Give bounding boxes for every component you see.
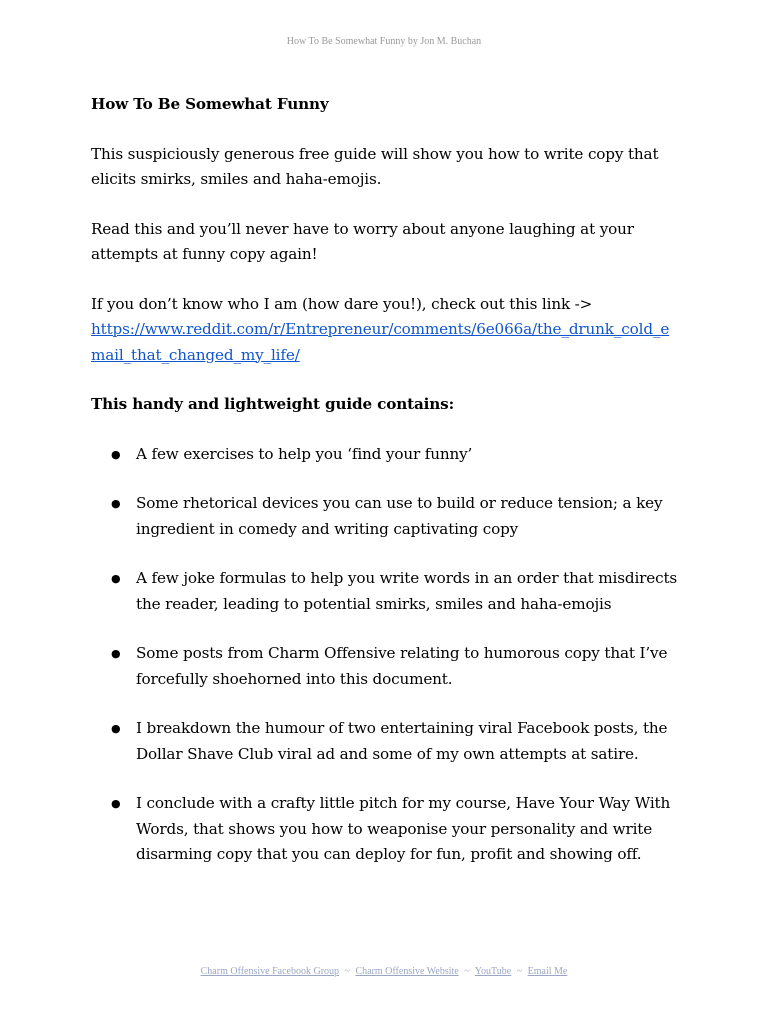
footer-separator: ~ <box>516 966 523 977</box>
list-item <box>91 791 681 868</box>
document-body <box>91 92 681 892</box>
contents-list <box>91 442 681 868</box>
contents-heading: This handy and lightweight guide contains: <box>91 395 455 413</box>
list-item <box>91 566 681 617</box>
page-footer <box>0 966 768 977</box>
youtube-link[interactable]: YouTube <box>474 966 512 977</box>
list-item <box>91 641 681 692</box>
facebook-group-link[interactable]: Charm Offensive Facebook Group <box>200 966 340 977</box>
running-header: How To Be Somewhat Funny by Jon M. Buchan <box>286 36 482 47</box>
reddit-link[interactable]: https://www.reddit.com/r/Entrepreneur/comments/6e066a/the_drunk_cold_email_that_changed_my_life/ <box>91 320 670 364</box>
bullet-icon: ● <box>111 797 121 810</box>
list-item-text: Some posts from Charm Offensive relating to humorous copy that I’ve forcefully shoehorned into this document. <box>136 644 668 688</box>
footer-separator: ~ <box>344 966 350 977</box>
bullet-icon: ● <box>111 722 121 735</box>
website-link[interactable]: Charm Offensive Website <box>355 966 459 977</box>
list-item-text: A few exercises to help you ‘find your funny’ <box>136 444 473 463</box>
document-title: How To Be Somewhat Funny <box>91 95 329 113</box>
list-item-text: A few joke formulas to help you write words in an order that misdirects the reader, leading to potential smirks, smiles and haha-emojis <box>136 569 678 613</box>
list-item <box>91 442 681 468</box>
link-intro-text: If you don’t know who I am (how dare you!), check out this link -> <box>91 294 593 313</box>
email-link[interactable]: Email Me <box>527 966 568 977</box>
intro-paragraph: Read this and you’ll never have to worry about anyone laughing at your attempts at funny copy again! <box>91 219 634 263</box>
bullet-icon: ● <box>111 447 121 461</box>
bullet-icon: ● <box>111 572 121 585</box>
bullet-icon: ● <box>111 647 121 660</box>
link-paragraph <box>91 292 681 369</box>
footer-separator: ~ <box>464 966 470 977</box>
list-item <box>91 716 681 767</box>
bullet-icon: ● <box>111 497 121 510</box>
list-item-text: Some rhetorical devices you can use to build or reduce tension; a key ingredient in comedy and writing captivating copy <box>136 494 663 538</box>
list-item <box>91 491 681 542</box>
list-item-text: I conclude with a crafty little pitch for my course, Have Your Way With Words, that shows you how to weaponise your personality and write disarming copy that you can deploy for fun, profit and showing off. <box>136 794 671 863</box>
list-item-text: I breakdown the humour of two entertaining viral Facebook posts, the Dollar Shave Club viral ad and some of my own attempts at satire. <box>136 719 668 763</box>
intro-paragraph: This suspiciously generous free guide will show you how to write copy that elicits smirks, smiles and haha-emojis. <box>91 144 659 188</box>
